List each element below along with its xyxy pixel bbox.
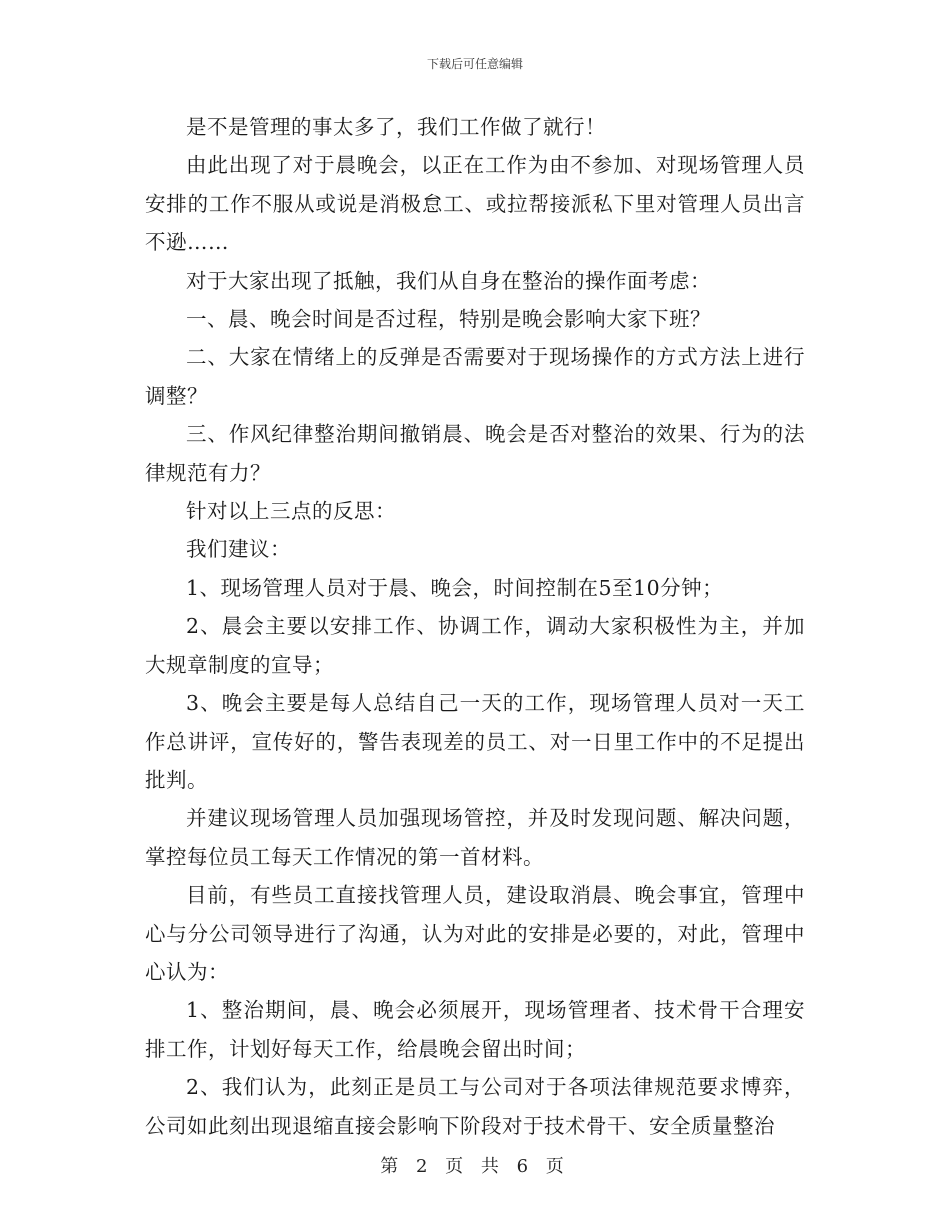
paragraph: 2、我们认为，此刻正是员工与公司对于各项法律规范要求博弈，公司如此刻出现退缩直接会影响下阶段对于技术骨干、安全质量整治	[145, 1075, 805, 1138]
paragraph: 一、晨、晚会时间是否过程，特别是晚会影响大家下班？	[186, 307, 711, 332]
header-note: 下载后可任意编辑	[426, 57, 523, 71]
paragraph: 是不是管理的事太多了，我们工作做了就行！	[186, 115, 606, 139]
document-body	[145, 108, 805, 1145]
paragraph: 3、晚会主要是每人总结自己一天的工作，现场管理人员对一天工作总讲评，宣传好的，警告表现差的员工、对一日里工作中的不足提出批判。	[145, 691, 805, 792]
paragraph: 目前，有些员工直接找管理人员，建设取消晨、晚会事宜，管理中心与分公司领导进行了沟通，认为对此的安排是必要的，对此，管理中心认为：	[145, 883, 805, 984]
paragraph: 针对以上三点的反思：	[186, 499, 396, 524]
paragraph: 1、整治期间，晨、晚会必须展开，现场管理者、技术骨干合理安排工作，计划好每天工作，给晨晚会留出时间；	[145, 998, 805, 1061]
paragraph: 三、作风纪律整治期间撤销晨、晚会是否对整治的效果、行为的法律规范有力？	[145, 422, 805, 485]
paragraph: 并建议现场管理人员加强现场管控，并及时发现问题、解决问题，掌控每位员工每天工作情况的第一首材料。	[145, 806, 805, 869]
paragraph: 我们建议：	[186, 537, 291, 562]
paragraph: 1、现场管理人员对于晨、晚会，时间控制在5至10分钟；	[186, 575, 724, 600]
paragraph: 由此出现了对于晨晚会，以正在工作为由不参加、对现场管理人员安排的工作不服从或说是消极怠工、或拉帮接派私下里对管理人员出言不逊……	[145, 153, 805, 255]
paragraph: 二、大家在情绪上的反弹是否需要对于现场操作的方式方法上进行调整？	[145, 345, 805, 408]
paragraph: 对于大家出现了抵触，我们从自身在整治的操作面考虑：	[186, 268, 711, 293]
paragraph: 2、晨会主要以安排工作、协调工作，调动大家积极性为主，并加大规章制度的宣导；	[145, 614, 805, 677]
page-number: 第 2 页 共 6 页	[380, 1156, 570, 1177]
